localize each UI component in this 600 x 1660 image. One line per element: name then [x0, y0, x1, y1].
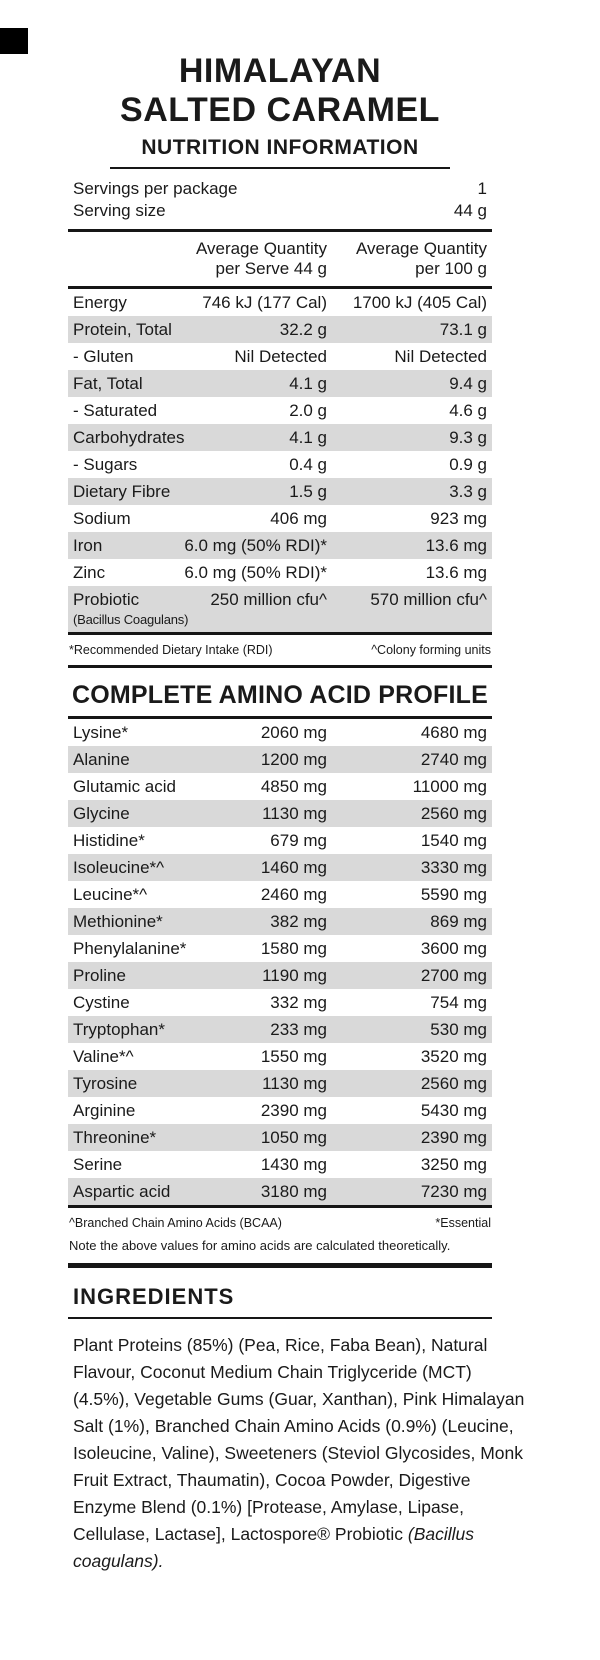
row-per-100g-value: 2560 mg	[420, 1074, 487, 1093]
row-label-text: Sodium	[73, 509, 131, 528]
row-per-100g-value: 5430 mg	[420, 1101, 487, 1120]
amino-note: Note the above values for amino acids are calculated theoretically.	[69, 1238, 451, 1253]
row-per-100g-value: 73.1 g	[439, 320, 487, 339]
table-row	[68, 989, 492, 1016]
row-per-100g-value: Nil Detected	[394, 347, 487, 366]
row-sublabel-text: (Bacillus Coagulans)	[73, 612, 189, 627]
table-row	[68, 451, 492, 478]
nutrition-information-heading: NUTRITION INFORMATION	[141, 136, 419, 159]
row-label-text: Fat, Total	[73, 374, 143, 393]
row-per-100g-value: 3250 mg	[420, 1155, 487, 1174]
row-label-text: Tryptophan*	[73, 1020, 165, 1039]
row-label	[73, 881, 177, 908]
row-label-text: - Sugars	[73, 455, 138, 474]
table-row	[68, 424, 492, 451]
row-per-100g-value: 2740 mg	[420, 750, 487, 769]
row-label-text: Zinc	[73, 563, 106, 582]
nutrition-table-body	[68, 289, 492, 632]
row-label-text: Carbohydrates	[73, 428, 185, 447]
table-row	[68, 881, 492, 908]
column-header-per-serve	[177, 239, 327, 279]
row-label	[73, 478, 177, 505]
row-per-serve-value: 32.2 g	[279, 320, 327, 339]
row-per-100g-value: 9.4 g	[449, 374, 487, 393]
row-label-text: Cystine	[73, 993, 130, 1012]
row-label-text: Lysine*	[73, 723, 129, 742]
row-label-text: Leucine*^	[73, 885, 148, 904]
row-label-text: Methionine*	[73, 912, 163, 931]
row-label-text: Proline	[73, 966, 126, 985]
row-per-serve-value: 6.0 mg (50% RDI)*	[184, 536, 327, 555]
row-per-100g-value: 13.6 mg	[425, 563, 487, 582]
serving-info	[68, 169, 492, 229]
servings-per-package-row	[73, 178, 487, 200]
row-label-text: - Gluten	[73, 347, 134, 366]
table-row	[68, 397, 492, 424]
nutrition-footnotes	[68, 635, 492, 665]
row-per-serve-value: 1580 mg	[260, 939, 327, 958]
row-per-serve-value: 1190 mg	[262, 966, 327, 985]
row-per-100g-value: 5590 mg	[420, 885, 487, 904]
row-label-text: Alanine	[73, 750, 130, 769]
column-header-per-serve-line1: Average Quantity	[195, 239, 327, 258]
row-per-serve-value: 1460 mg	[260, 858, 327, 877]
row-per-serve-value: 1200 mg	[260, 750, 327, 769]
table-row	[68, 559, 492, 586]
row-label-text: Valine*^	[73, 1047, 134, 1066]
row-label	[73, 397, 177, 424]
row-per-serve-value: 250 million cfu^	[210, 590, 327, 609]
row-per-100g-value: 0.9 g	[449, 455, 487, 474]
row-label-text: Arginine	[73, 1101, 136, 1120]
table-row	[68, 773, 492, 800]
row-label	[73, 424, 185, 451]
row-per-serve-value: 746 kJ (177 Cal)	[202, 293, 327, 312]
amino-acid-table-body	[68, 719, 492, 1205]
row-per-serve-value: 1130 mg	[262, 1074, 327, 1093]
table-row	[68, 719, 492, 746]
row-per-serve-value: Nil Detected	[234, 347, 327, 366]
row-per-serve-value: 4850 mg	[260, 777, 327, 796]
row-per-100g-value: 7230 mg	[420, 1182, 487, 1201]
row-per-serve-value: 332 mg	[270, 993, 327, 1012]
table-row	[68, 1097, 492, 1124]
row-label	[73, 854, 177, 881]
row-per-100g-value: 2700 mg	[420, 966, 487, 985]
product-title	[68, 52, 492, 130]
row-per-100g-value: 1700 kJ (405 Cal)	[352, 293, 487, 312]
row-per-100g-value: 570 million cfu^	[370, 590, 487, 609]
table-row	[68, 343, 492, 370]
row-per-serve-value: 6.0 mg (50% RDI)*	[184, 563, 327, 582]
table-row	[68, 854, 492, 881]
row-per-100g-value: 3520 mg	[420, 1047, 487, 1066]
row-per-serve-value: 679 mg	[270, 831, 327, 850]
row-per-serve-value: 2460 mg	[260, 885, 327, 904]
row-per-100g-value: 754 mg	[430, 993, 487, 1012]
bcaa-footnote: ^Branched Chain Amino Acids (BCAA)	[69, 1216, 282, 1230]
row-label-text: Threonine*	[73, 1128, 157, 1147]
row-label	[73, 316, 177, 343]
row-per-serve-value: 2390 mg	[260, 1101, 327, 1120]
nutrition-table-header	[68, 232, 492, 286]
row-per-100g-value: 13.6 mg	[425, 536, 487, 555]
table-row	[68, 478, 492, 505]
row-label	[73, 935, 187, 962]
row-label	[73, 827, 177, 854]
ingredients-heading: INGREDIENTS	[73, 1284, 235, 1309]
row-label-text: Dietary Fibre	[73, 482, 171, 501]
row-per-100g-value: 3330 mg	[420, 858, 487, 877]
table-row	[68, 370, 492, 397]
row-label-text: Iron	[73, 536, 103, 555]
rdi-footnote: *Recommended Dietary Intake (RDI)	[69, 643, 273, 657]
row-label-text: - Saturated	[73, 401, 158, 420]
row-per-100g-value: 869 mg	[430, 912, 487, 931]
table-row	[68, 1016, 492, 1043]
product-title-line1: HIMALAYAN	[178, 52, 382, 90]
row-per-serve-value: 4.1 g	[289, 374, 327, 393]
row-label	[73, 1016, 177, 1043]
header-spacer	[73, 239, 177, 279]
row-label	[73, 1178, 177, 1205]
table-row	[68, 532, 492, 559]
serving-size-label: Serving size	[73, 201, 166, 220]
row-per-100g-value: 4.6 g	[449, 401, 487, 420]
table-row	[68, 505, 492, 532]
row-per-serve-value: 1.5 g	[289, 482, 327, 501]
ingredients-text-main: Plant Proteins (85%) (Pea, Rice, Faba Bean), Natural Flavour, Coconut Medium Chain Triglyceride (MCT) (4.5%), Vegetable Gums (Guar, Xanthan), Pink Himalayan Salt (1%), Branched Chain Amino Acids (0.9%) (Leucine, Isoleucine, Valine), Sweeteners (Steviol Glycosides, Monk Fruit Extract, Thaumatin), Cocoa Powder, Digestive Enzyme Blend (0.1%) [Protease, Amylase, Lipase, Cellulase, Lactase], Lactospore® Probiotic	[73, 1335, 525, 1544]
row-label-text: Histidine*	[73, 831, 145, 850]
row-label-text: Energy	[73, 293, 127, 312]
table-row	[68, 316, 492, 343]
table-row	[68, 908, 492, 935]
row-per-100g-value: 2390 mg	[420, 1128, 487, 1147]
essential-footnote: *Essential	[435, 1216, 491, 1230]
row-per-100g-value: 3600 mg	[420, 939, 487, 958]
row-per-serve-value: 0.4 g	[289, 455, 327, 474]
table-row	[68, 962, 492, 989]
row-label	[73, 1070, 177, 1097]
row-label	[73, 289, 177, 316]
row-label-text: Glycine	[73, 804, 130, 823]
serving-size-row	[73, 200, 487, 222]
row-label	[73, 451, 177, 478]
row-per-serve-value: 2060 mg	[260, 723, 327, 742]
table-row	[68, 827, 492, 854]
row-label	[73, 773, 177, 800]
amino-footnotes	[68, 1208, 492, 1238]
row-label	[73, 800, 177, 827]
row-per-serve-value: 1050 mg	[260, 1128, 327, 1147]
table-row	[68, 289, 492, 316]
row-label	[73, 1124, 177, 1151]
row-per-serve-value: 233 mg	[270, 1020, 327, 1039]
row-label	[73, 908, 177, 935]
row-label	[73, 343, 177, 370]
column-header-per-100g	[327, 239, 487, 279]
row-per-serve-value: 4.1 g	[289, 428, 327, 447]
ingredients-text-italic: (Bacillus coagulans).	[73, 1524, 475, 1571]
row-label-text: Isoleucine*^	[73, 858, 165, 877]
serving-size-value: 44 g	[453, 201, 487, 220]
row-label-text: Glutamic acid	[73, 777, 176, 796]
row-label-text: Protein, Total	[73, 320, 172, 339]
row-per-100g-value: 530 mg	[430, 1020, 487, 1039]
row-label	[73, 989, 177, 1016]
ingredients-text	[73, 1332, 531, 1575]
row-label	[73, 505, 177, 532]
row-per-serve-value: 382 mg	[270, 912, 327, 931]
row-label	[73, 559, 177, 586]
row-label	[73, 746, 177, 773]
row-label	[73, 586, 189, 632]
row-label	[73, 962, 177, 989]
cfu-footnote: ^Colony forming units	[371, 643, 491, 657]
row-label	[73, 1097, 177, 1124]
row-per-serve-value: 2.0 g	[289, 401, 327, 420]
row-per-serve-value: 406 mg	[270, 509, 327, 528]
table-row	[68, 1178, 492, 1205]
column-header-per-100g-line2: per 100 g	[415, 259, 487, 278]
table-row	[68, 800, 492, 827]
row-per-100g-value: 4680 mg	[420, 723, 487, 742]
table-row	[68, 935, 492, 962]
table-row	[68, 586, 492, 632]
column-header-per-100g-line1: Average Quantity	[355, 239, 487, 258]
row-per-100g-value: 2560 mg	[420, 804, 487, 823]
row-label	[73, 370, 177, 397]
row-per-100g-value: 11000 mg	[412, 777, 487, 796]
amino-acid-profile-heading: COMPLETE AMINO ACID PROFILE	[71, 681, 489, 709]
row-per-100g-value: 3.3 g	[449, 482, 487, 501]
row-label-text: Serine	[73, 1155, 123, 1174]
row-label	[73, 1043, 177, 1070]
row-label-text: Probiotic	[73, 590, 140, 609]
servings-per-package-value: 1	[477, 179, 487, 198]
product-title-line2: SALTED CARAMEL	[120, 91, 440, 129]
row-per-serve-value: 1550 mg	[260, 1047, 327, 1066]
row-per-serve-value: 1430 mg	[260, 1155, 327, 1174]
row-per-100g-value: 9.3 g	[449, 428, 487, 447]
row-per-serve-value: 3180 mg	[260, 1182, 327, 1201]
row-label-text: Aspartic acid	[73, 1182, 171, 1201]
row-label	[73, 532, 177, 559]
table-row	[68, 746, 492, 773]
ingredients-underline	[68, 1317, 492, 1319]
row-label	[73, 719, 177, 746]
corner-mark	[0, 28, 28, 54]
table-row	[68, 1070, 492, 1097]
row-per-100g-value: 1540 mg	[420, 831, 487, 850]
row-label-text: Phenylalanine*	[73, 939, 187, 958]
table-row	[68, 1124, 492, 1151]
servings-per-package-label: Servings per package	[73, 179, 238, 198]
row-label	[73, 1151, 177, 1178]
table-row	[68, 1043, 492, 1070]
row-per-serve-value: 1130 mg	[262, 804, 327, 823]
row-per-100g-value: 923 mg	[430, 509, 487, 528]
column-header-per-serve-line2: per Serve 44 g	[215, 259, 327, 278]
table-row	[68, 1151, 492, 1178]
row-label-text: Tyrosine	[73, 1074, 138, 1093]
